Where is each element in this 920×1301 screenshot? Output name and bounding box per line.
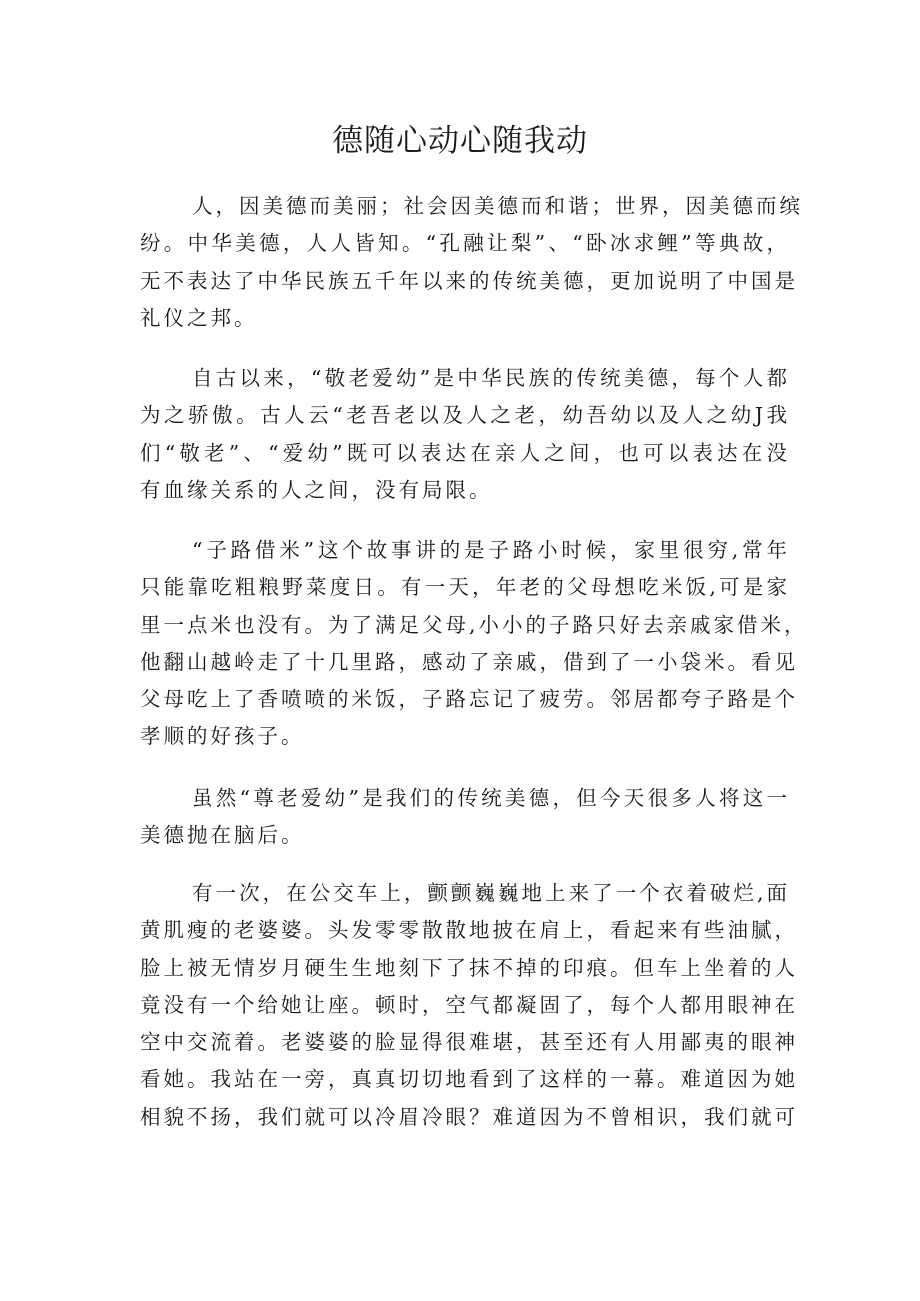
paragraph-line: 有血缘关系的人之间，没有局限。 xyxy=(140,477,493,502)
paragraph-line: 竟没有一个给她让座。顿时，空气都凝固了，每个人都用眼神在 xyxy=(140,992,798,1017)
paragraph-line: 脸上被无情岁月硬生生地刻下了抹不掉的印痕。但车上坐着的人 xyxy=(140,955,798,980)
paragraph-line: 无不表达了中华民族五千年以来的传统美德，更加说明了中国是 xyxy=(140,268,798,293)
paragraph-line: 里一点米也没有。为了满足父母,小小的子路只好去亲戚家借米， xyxy=(140,612,808,637)
paragraph-line: 纷。中华美德，人人皆知。“孔融让梨”、“卧冰求鲤”等典故， xyxy=(140,231,790,256)
paragraph-line: 美德抛在脑后。 xyxy=(140,823,305,848)
paragraph-5 xyxy=(140,875,798,1136)
paragraph-line: 礼仪之邦。 xyxy=(140,305,258,330)
paragraph-line: 只能靠吃粗粮野菜度日。有一天，年老的父母想吃米饭,可是家 xyxy=(140,575,790,600)
paragraph-line: 有一次，在公交车上，颤颤巍巍地上来了一个衣着破烂,面 xyxy=(192,881,790,905)
paragraph-line: 他翻山越岭走了十几里路，感动了亲戚，借到了一小袋米。看见 xyxy=(140,649,798,674)
paragraph-line: 黄肌瘦的老婆婆。头发零零散散地披在肩上，看起来有些油腻， xyxy=(140,918,798,943)
paragraph-line: 人，因美德而美丽；社会因美德而和谐；世界，因美德而缤 xyxy=(192,194,803,218)
paragraph-line: 自古以来，“敬老爱幼”是中华民族的传统美德，每个人都 xyxy=(192,366,790,390)
paragraph-line: 虽然“尊老爱幼”是我们的传统美德，但今天很多人将这一 xyxy=(192,786,790,810)
paragraph-line: 空中交流着。老婆婆的脸显得很难堪，甚至还有人用鄙夷的眼神 xyxy=(140,1030,798,1055)
paragraph-line: 看她。我站在一旁，真真切切地看到了这样的一幕。难道因为她 xyxy=(140,1067,798,1092)
paragraph-line: 孝顺的好孩子。 xyxy=(140,724,305,749)
paragraph-line: 父母吃上了香喷喷的米饭，子路忘记了疲劳。邻居都夸子路是个 xyxy=(140,687,798,712)
paragraph-2 xyxy=(140,360,790,509)
paragraph-3 xyxy=(140,532,808,756)
document-title: 德随心动心随我动 xyxy=(332,123,588,159)
paragraph-line: 相貌不扬，我们就可以冷眉冷眼？难道因为不曾相识，我们就可 xyxy=(140,1104,798,1129)
paragraph-line: “子路借米”这个故事讲的是子路小时候，家里很穷,常年 xyxy=(192,538,790,562)
paragraph-line: 为之骄傲。古人云“老吾老以及人之老，幼吾幼以及人之幼J我 xyxy=(140,403,790,428)
paragraph-line: 们“敬老”、“爱幼”既可以表达在亲人之间，也可以表达在没 xyxy=(140,440,790,465)
paragraph-4 xyxy=(140,780,790,855)
paragraph-1 xyxy=(140,188,803,337)
